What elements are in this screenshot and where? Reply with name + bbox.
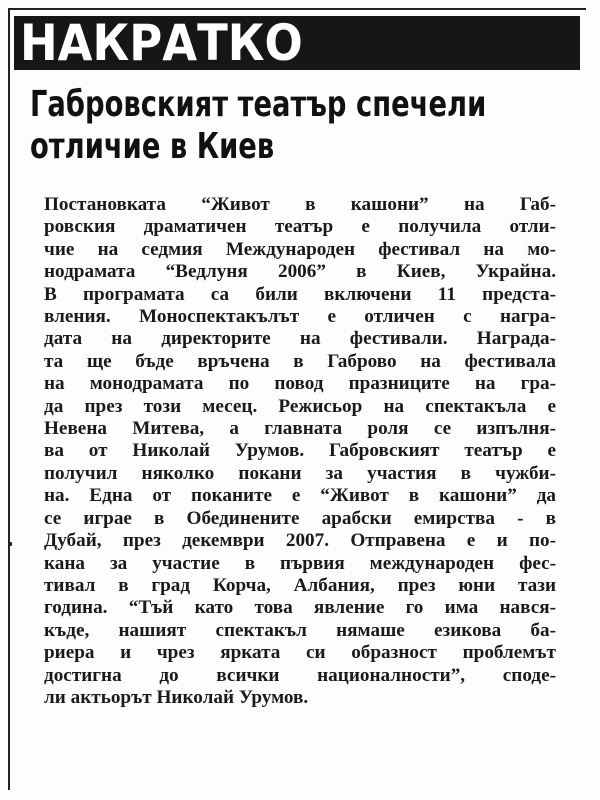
article-line: кана за участие в първия международен фес-: [44, 552, 556, 574]
article-line: дата на директорите на фестивали. Наградa-: [44, 328, 556, 350]
article-line: В програмата са били включени 11 предста-: [44, 283, 556, 305]
article-line: ва от Николай Урумов. Габровският театър е: [44, 440, 556, 462]
article-line: та ще бъде връчена в Габрово на фестивала: [44, 350, 556, 372]
article-line: да през този месец. Режисьор на спектакъла е: [44, 395, 556, 417]
article-line: на. Една от поканите е “Живот в кашони” да: [44, 485, 556, 507]
article-line: Постановката “Живот в кашони” на Габ-: [44, 194, 556, 215]
section-banner: [14, 16, 580, 70]
article-line: ли актьорът Николай Урумов.: [44, 686, 309, 708]
article-line: тивал в град Корча, Албания, през юни тази: [44, 574, 556, 596]
article-line: Дубай, през декември 2007. Отправена е и по-: [44, 530, 556, 552]
article-line: къде, нашият спектакъл нямаше езикова ба-: [44, 619, 556, 641]
article-line: година. “Тъй като това явление го има нався-: [44, 597, 556, 619]
article-line: нодрамата “Ведлуня 2006” в Киев, Украйна.: [44, 261, 556, 283]
article-line: ровския драматичен театър е получила отли-: [44, 216, 556, 238]
article-body: [44, 194, 556, 709]
article-line: достигна до всички националности”, споде-: [44, 664, 556, 686]
article-line: риера и чрез ярката си образност проблемът: [44, 642, 556, 664]
article-line: получил няколко покани за участия в чужби-: [44, 462, 556, 484]
article-line: чие на седмия Международен фестивал на мо-: [44, 238, 556, 260]
section-title: НАКРАТКО: [20, 16, 303, 70]
article-line: Невена Митева, а главната роля се изпълня-: [44, 418, 556, 440]
article-line: вления. Моноспектакълът е отличен с награ-: [44, 306, 556, 328]
article-line: се играе в Обединените арабски емирства - в: [44, 507, 556, 529]
headline-line-1: Габровският театър спечели: [30, 84, 487, 125]
headline-line-2: отличие в Киев: [30, 126, 275, 167]
print-speck: [8, 542, 12, 546]
article-headline: [30, 84, 487, 168]
article-line: на монодрамата по повод празниците на гра-: [44, 373, 556, 395]
